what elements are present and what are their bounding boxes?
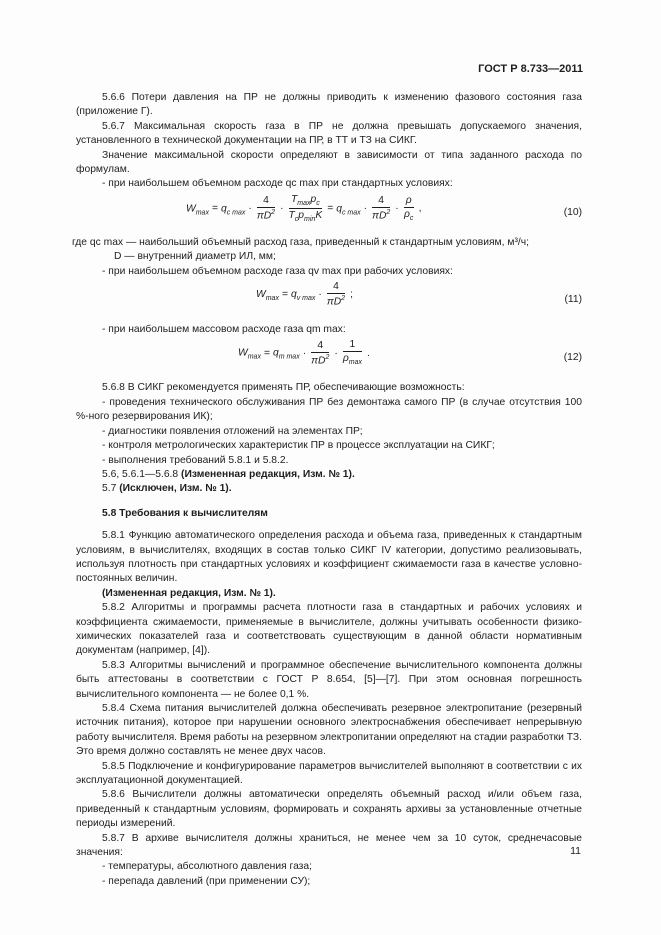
amendment-note-1 bbox=[76, 468, 582, 482]
formula-12-expression: $W_{max} = q_{m max}$ · $\frac{4}{\pi D^2}$ · $\frac{1}{\rho_{max}}$ . bbox=[238, 339, 370, 367]
paragraph-5-8-6: 5.8.6 Вычислители должны автоматически определять объемный расход и/или объем газа, приведенный к стандартным условиям, формировать и сохранять архивы за установленные отчетные периоды измерений. bbox=[76, 789, 582, 830]
list-item-diagnostics: - диагностики появления отложений на элементах ПР; bbox=[102, 425, 363, 437]
paragraph-5-8-2: 5.8.2 Алгоритмы и программы расчета плотности газа в стандартных и рабочих условиях и коэффициента сжимаемости, применяемые в вычислителе, должны учитывать особенности физико-химических показателей газа и соответствовать существующим в данной области нормативным документам (например, [4]). bbox=[76, 602, 582, 657]
where-qc-max: где qc max — наибольший объемный расход газа, приведенный к стандартным условиям, м³/ч; bbox=[72, 236, 529, 248]
amendment-1-text: (Измененная редакция, Изм. № 1). bbox=[181, 468, 355, 480]
list-volume-standard: - при наибольшем объемном расходе qc max при стандартных условиях: bbox=[102, 178, 453, 190]
amendment-note-2: (Измененная редакция, Изм. № 1). bbox=[102, 587, 276, 599]
formula-12 bbox=[76, 339, 582, 379]
paragraph-5-8-1: 5.8.1 Функцию автоматического определения расхода и объема газа, приведенных к стандартным условиям, в вычислителях, входящих в состав только СИКГ IV категории, допустимо реализовывать, используя плотность при стандартных условиях и коэффициент сжимаемости газа в качестве условно-постоянных величин. bbox=[76, 530, 582, 585]
list-item-pressure-drop: - перепада давлений (при применении СУ); bbox=[102, 875, 311, 887]
list-mass: - при наибольшем массовом расходе газа qm max: bbox=[102, 324, 346, 336]
list-item-temperature: - температуры, абсолютного давления газа; bbox=[102, 861, 312, 873]
paragraph-5-6-7: 5.6.7 Максимальная скорость газа в ПР не должна превышать допускаемого значения, установленного в технической документации на ПР, в ТТ и ТЗ на СИКГ. bbox=[76, 120, 582, 147]
paragraph-5-6-6: 5.6.6 Потери давления на ПР не должны приводить к изменению фазового состояния газа (приложение Г). bbox=[76, 92, 582, 118]
list-volume-working: - при наибольшем объемном расходе газа qv max при рабочих условиях: bbox=[102, 265, 453, 277]
list-item-requirements: - выполнения требований 5.8.1 и 5.8.2. bbox=[102, 454, 289, 466]
paragraph-max-velocity: Значение максимальной скорости определяют в зависимости от типа заданного расхода по формулам. bbox=[76, 149, 582, 176]
page-body bbox=[72, 91, 582, 889]
section-title-5-8: 5.8 Требования к вычислителям bbox=[102, 507, 268, 519]
exclusion-clause: 5.7 bbox=[102, 483, 117, 495]
formula-10-expression: $W_{max} = q_{c max}$ · $\frac{4}{\pi D^2}$ · $\frac{T_{max}p_c}{T_cp_{min}K}$ = $q_{c max}$ · $\frac{4}{\pi D^2}$ · $\frac{\rho}{\rho_c}$ , bbox=[186, 193, 422, 223]
paragraph-5-8-7: 5.8.7 В архиве вычислителя должны храниться, не менее чем за 10 суток, среднечасовые значения: bbox=[76, 832, 582, 859]
paragraph-5-8-5: 5.8.5 Подключение и конфигурирование параметров вычислителей выполняют в соответствии с их эксплуатационной документацией. bbox=[76, 760, 582, 787]
amendment-1-clauses: 5.6, 5.6.1—5.6.8 bbox=[102, 468, 179, 480]
list-item-maintenance: - проведения технического обслуживания ПР без демонтажа самого ПР (в случае отсутствия 100 %-ного резервирования ИК); bbox=[76, 396, 582, 423]
list-item-metrology: - контроля метрологических характеристик ПР в процессе эксплуатации на СИКГ; bbox=[102, 440, 495, 452]
formula-11 bbox=[76, 281, 582, 321]
exclusion-text: (Исключен, Изм. № 1). bbox=[119, 483, 232, 495]
standard-header: ГОСТ Р 8.733—2011 bbox=[478, 63, 583, 75]
exclusion-note bbox=[76, 482, 582, 496]
paragraph-5-6-8: 5.6.8 В СИКГ рекомендуется применять ПР, обеспечивающие возможность: bbox=[102, 382, 465, 394]
formula-12-number: (12) bbox=[563, 352, 582, 364]
page-number: 11 bbox=[570, 845, 581, 857]
formula-10 bbox=[76, 194, 582, 234]
formula-11-expression: $W_{max} = q_{v max}$ · $\frac{4}{\pi D^2}$ ; bbox=[256, 281, 353, 308]
paragraph-5-8-4: 5.8.4 Схема питания вычислителей должна обеспечивать резервное электропитание (резервный источник питания), которое при нарушении основного электроснабжения обеспечивает непрерывную работу вычислителя. Время работы на резервном электропитании определяют на стадии разработки ТЗ. Это время должно составлять не менее двух часов. bbox=[76, 703, 582, 758]
paragraph-5-8-3: 5.8.3 Алгоритмы вычислений и программное обеспечение вычислительного компонента должны быть аттестованы в соответствии с ГОСТ Р 8.654, [5]—[7]. При этом основная погрешность вычислительного компонента — не более 0,1 %. bbox=[76, 659, 582, 700]
formula-10-number: (10) bbox=[563, 206, 582, 218]
where-diameter: D — внутренний диаметр ИЛ, мм; bbox=[114, 251, 276, 263]
formula-11-number: (11) bbox=[564, 294, 582, 306]
